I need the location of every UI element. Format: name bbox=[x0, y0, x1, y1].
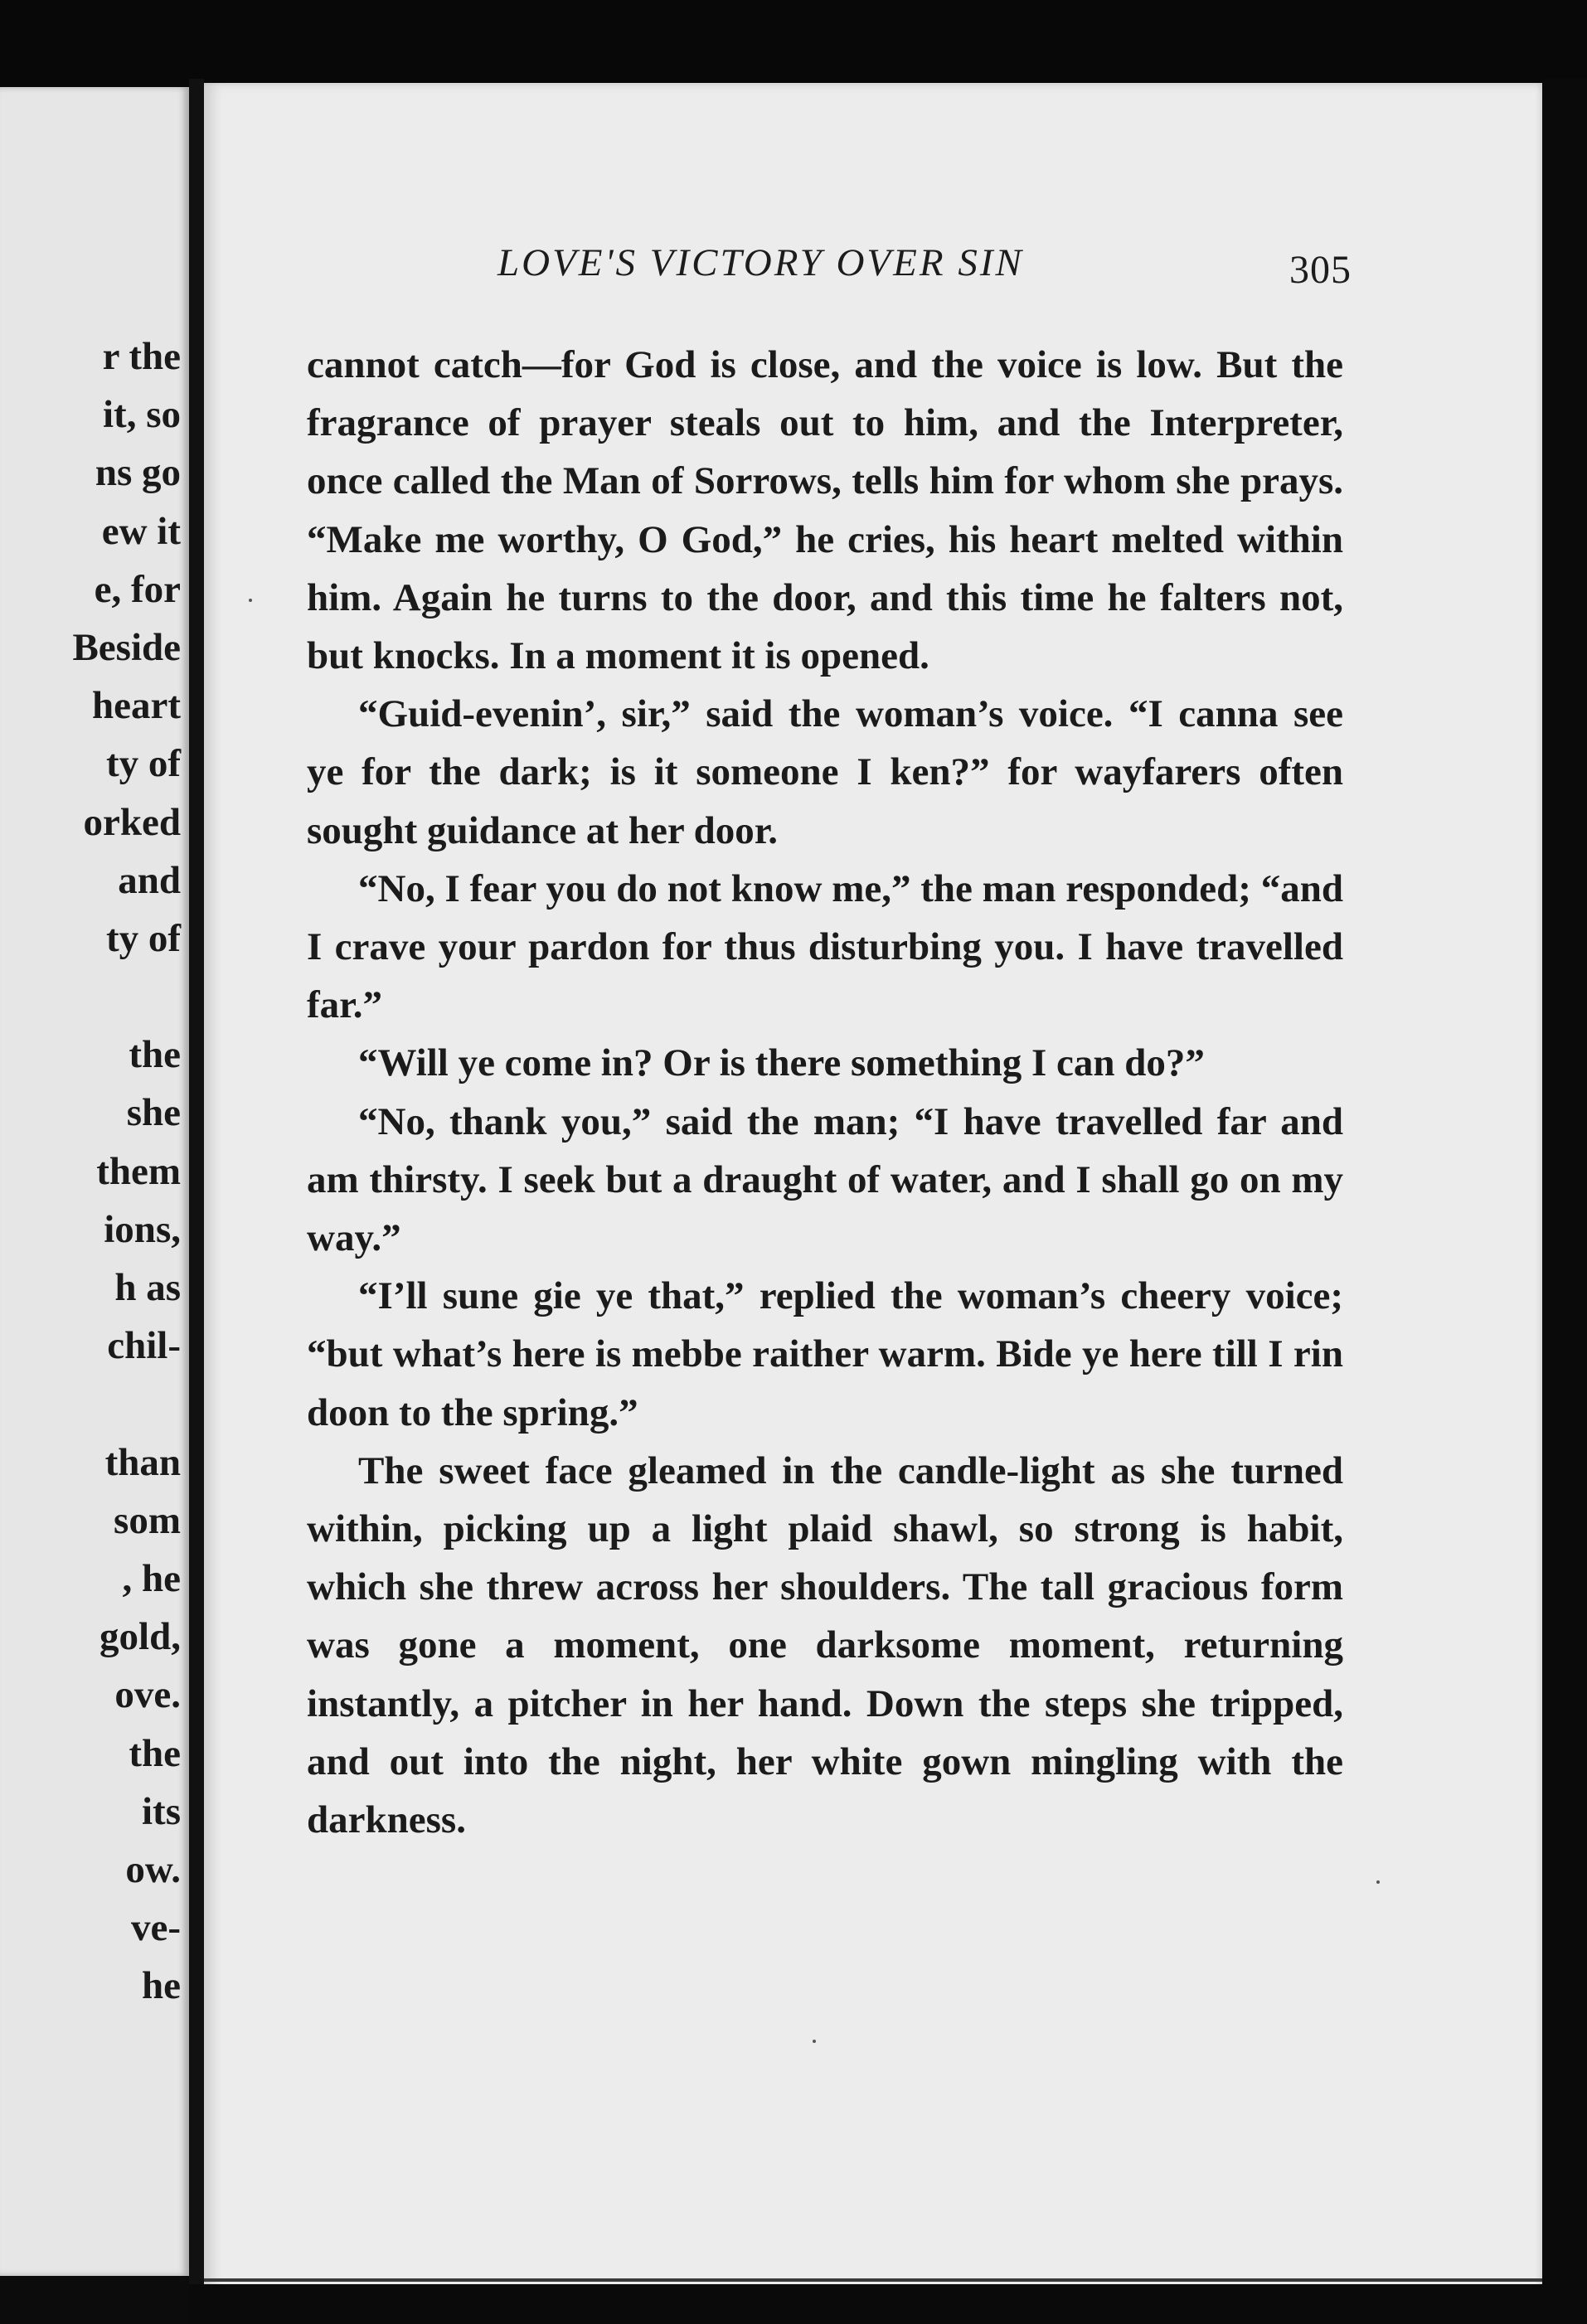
paragraph: “Guid-evenin’, sir,” said the woman’s voice. “I canna see ye for the dark; is it someone I ken?” for wayfarers often sought guidance at her door. bbox=[307, 692, 1343, 852]
previous-page-line: and bbox=[118, 858, 181, 902]
running-header bbox=[497, 240, 1343, 285]
previous-page-line: the bbox=[129, 1731, 181, 1775]
paragraph: “No, I fear you do not know me,” the man responded; “and I crave your pardon for thus disturbing you. I have travelled far.” bbox=[307, 866, 1343, 1027]
previous-page-line: ty of bbox=[105, 916, 181, 960]
previous-page-line: ions, bbox=[104, 1207, 181, 1251]
running-title: LOVE'S VICTORY OVER SIN bbox=[497, 241, 1024, 284]
previous-page-line: gold, bbox=[99, 1615, 181, 1659]
previous-page-fragment bbox=[0, 87, 189, 2276]
paper-speck bbox=[249, 599, 252, 602]
previous-page-line: Beside bbox=[72, 625, 181, 669]
scan-top-border bbox=[0, 0, 1587, 87]
previous-page-line: ew it bbox=[101, 509, 181, 553]
previous-page-line: som bbox=[114, 1498, 181, 1542]
previous-page-line: chil- bbox=[107, 1324, 181, 1368]
page-number: 305 bbox=[1289, 248, 1352, 292]
previous-page-line: ow. bbox=[125, 1847, 181, 1891]
previous-page-line: heart bbox=[91, 684, 181, 728]
previous-page-line: ty of bbox=[105, 742, 181, 786]
previous-page-line: ove. bbox=[114, 1673, 181, 1717]
previous-page-line: ve- bbox=[130, 1906, 181, 1950]
scan-bottom-border bbox=[189, 2284, 1587, 2324]
paragraph: “I’ll sune gie ye that,” replied the woman’s cheery voice; “but what’s here is mebbe raither warm. Bide ye here till I rin doon to the spring.” bbox=[307, 1274, 1343, 1434]
scan-right-border bbox=[1542, 79, 1587, 2324]
previous-page-line: , he bbox=[122, 1556, 181, 1600]
paragraph: cannot catch—for God is close, and the voice is low. But the fragrance of prayer steals out to him, and the Interpreter, once called the Man of Sorrows, tells him for whom she prays. “Make me worthy, O God,” he cries, his heart melted within him. Again he turns to the door, and this time he falters not, but knocks. In a moment it is opened. bbox=[307, 343, 1343, 678]
previous-page-line: h as bbox=[114, 1266, 181, 1309]
paper-speck bbox=[1376, 1880, 1380, 1884]
paragraph: “Will ye come in? Or is there something I can do?” bbox=[358, 1041, 1205, 1085]
previous-page-line: ns go bbox=[95, 451, 181, 495]
previous-page-line: orked bbox=[83, 800, 181, 844]
previous-page-line: than bbox=[104, 1440, 181, 1484]
paper-speck bbox=[813, 2040, 816, 2043]
previous-page-line: its bbox=[142, 1789, 181, 1833]
paragraph: “No, thank you,” said the man; “I have travelled far and am thirsty. I seek but a draught of water, and I shall go on my way.” bbox=[307, 1099, 1343, 1260]
previous-page-line: it, so bbox=[103, 393, 181, 437]
previous-page-line bbox=[72, 1375, 181, 1433]
previous-page-line bbox=[72, 968, 181, 1026]
page-bottom-edge bbox=[204, 2278, 1542, 2282]
previous-page-line: e, for bbox=[94, 567, 181, 611]
book-gutter bbox=[189, 79, 204, 2324]
paragraph: The sweet face gleamed in the candle-light as she turned within, picking up a light plaid shawl, so strong is habit, which she threw across her shoulders. The tall gracious form was gone a moment, one darksome moment, returning instantly, a pitcher in her hand. Down the steps she tripped, and out into the night, her white gown mingling with the darkness. bbox=[307, 1448, 1343, 1842]
previous-page-line: r the bbox=[102, 335, 181, 378]
previous-page-line: them bbox=[96, 1149, 181, 1193]
previous-page-line: she bbox=[126, 1091, 181, 1135]
previous-page-line: he bbox=[142, 1964, 181, 2008]
previous-page-line: the bbox=[129, 1033, 181, 1077]
page-body bbox=[307, 336, 1343, 1849]
previous-page-text bbox=[72, 327, 181, 2015]
